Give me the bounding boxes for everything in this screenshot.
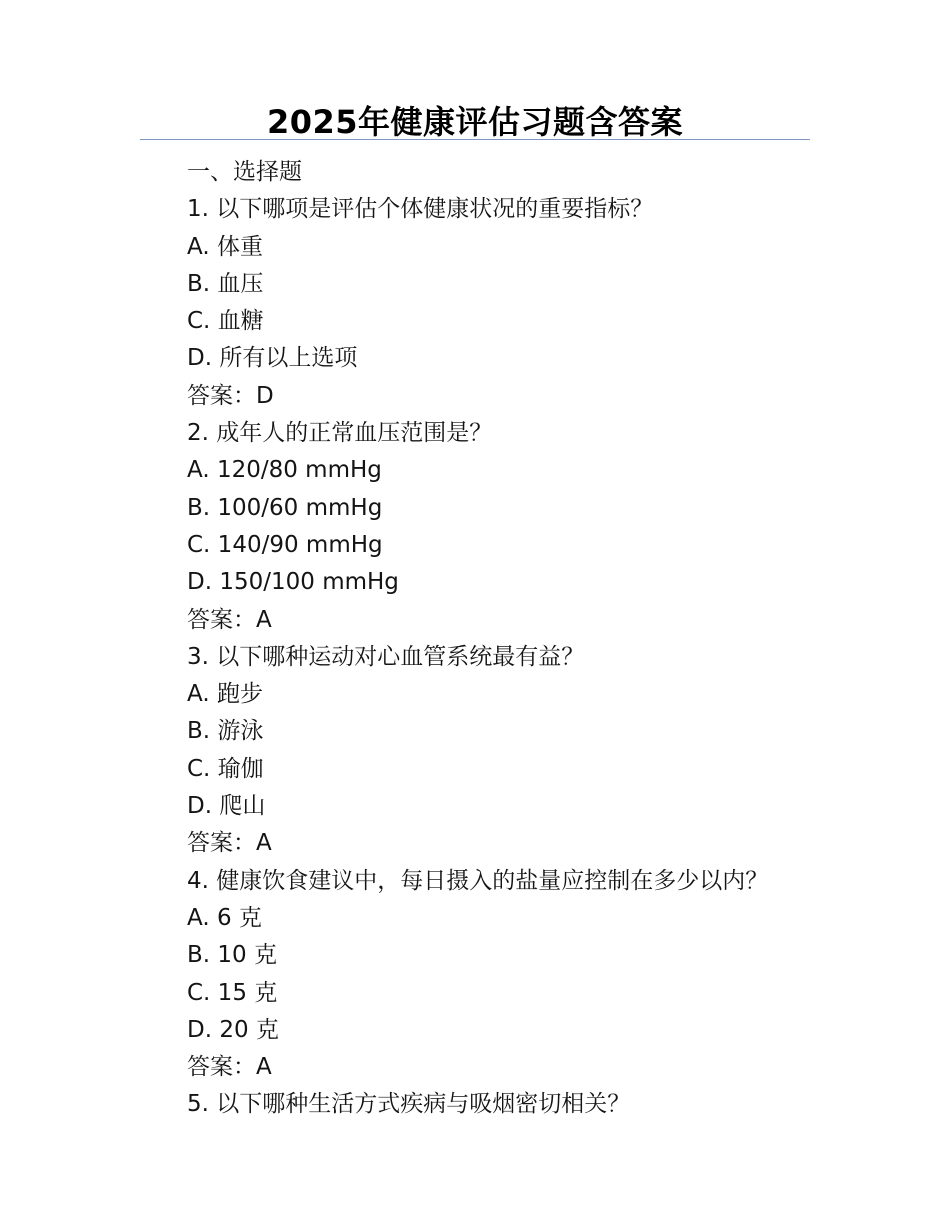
- document-title: 2025年健康评估习题含答案: [266, 103, 684, 141]
- option-a: A. 体重: [187, 233, 263, 260]
- question-text: 1. 以下哪项是评估个体健康状况的重要指标？: [187, 196, 654, 223]
- option-d: D. 20 克: [187, 1016, 279, 1043]
- option-d: D. 爬山: [187, 793, 266, 820]
- answer-text: 答案：D: [187, 382, 274, 409]
- option-a: A. 6 克: [187, 904, 262, 931]
- option-c: C. 血糖: [187, 308, 264, 335]
- option-c: C. 140/90 mmHg: [187, 531, 383, 558]
- answer-text: 答案：A: [187, 830, 272, 857]
- option-c: C. 瑜伽: [187, 755, 264, 782]
- option-c: C. 15 克: [187, 979, 278, 1006]
- question-text: 5. 以下哪种生活方式疾病与吸烟密切相关？: [187, 1091, 631, 1118]
- question-block-3: [187, 639, 827, 863]
- option-b: B. 游泳: [187, 718, 264, 745]
- question-text: 3. 以下哪种运动对心血管系统最有益？: [187, 643, 585, 670]
- question-text: 4. 健康饮食建议中，每日摄入的盐量应控制在多少以内？: [187, 867, 769, 894]
- answer-text: 答案：A: [187, 606, 272, 633]
- section-heading: 一、选择题: [187, 159, 302, 185]
- question-block-2: [187, 415, 827, 639]
- option-b: B. 血压: [187, 270, 264, 297]
- answer-text: 答案：A: [187, 1054, 272, 1081]
- option-a: A. 跑步: [187, 681, 263, 708]
- option-d: D. 所有以上选项: [187, 345, 358, 372]
- question-block-5: [187, 1086, 827, 1123]
- title-underline: [140, 139, 810, 140]
- document-body: [187, 154, 827, 1124]
- option-a: A. 120/80 mmHg: [187, 457, 382, 484]
- question-block-1: [187, 191, 827, 415]
- question-block-4: [187, 863, 827, 1087]
- option-b: B. 100/60 mmHg: [187, 494, 383, 521]
- option-b: B. 10 克: [187, 942, 277, 969]
- option-d: D. 150/100 mmHg: [187, 569, 399, 596]
- question-text: 2. 成年人的正常血压范围是？: [187, 420, 493, 447]
